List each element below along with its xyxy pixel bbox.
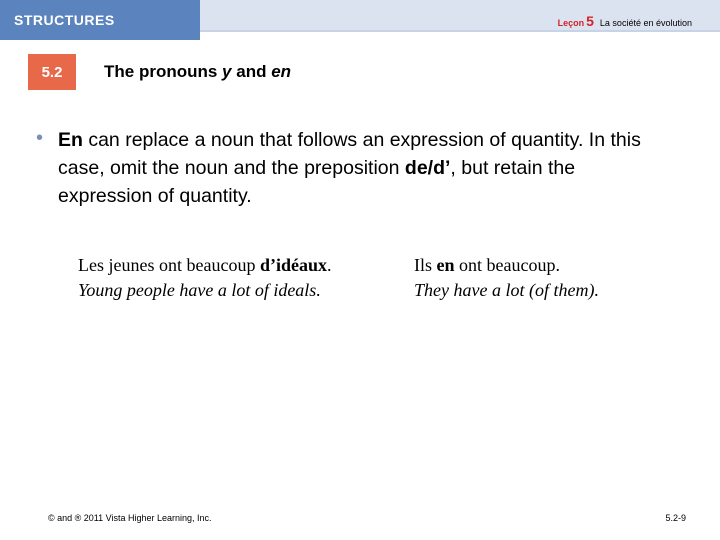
section-number-badge: 5.2 [28, 54, 76, 90]
example-left-fr-before: Les jeunes ont beaucoup [78, 255, 260, 275]
bullet-text-part: can replace a noun that follows an expression of quantity. In this case, omit the noun and the preposition [58, 129, 641, 179]
bullet-keyword-en: En [58, 129, 83, 151]
lesson-word: Leçon [557, 18, 585, 28]
section-title-en: en [271, 62, 292, 81]
chapter-title: STRUCTURES [14, 12, 115, 28]
bullet-keyword-de: de/d’ [404, 157, 451, 179]
example-left [78, 253, 398, 303]
bullet-dot-icon: • [36, 127, 44, 149]
example-right-fr-before: Ils [414, 255, 437, 275]
bullet-text [58, 126, 668, 210]
example-right-fr-after: ont beaucoup. [454, 255, 560, 275]
copyright-text: © and ® 2011 Vista Higher Learning, Inc. [48, 513, 212, 523]
example-left-french [78, 253, 398, 278]
lesson-bar [200, 0, 720, 32]
section-title-prefix: The pronouns [104, 62, 223, 81]
lesson-title: La société en évolution [599, 18, 692, 28]
example-left-english: Young people have a lot of ideals. [78, 280, 321, 300]
example-right [414, 253, 714, 303]
example-right-french [414, 253, 714, 278]
page-number: 5.2-9 [665, 513, 686, 523]
header-bar [0, 0, 200, 40]
example-right-fr-bold: en [436, 255, 455, 275]
section-title-and: and [231, 62, 272, 81]
example-left-fr-after: . [326, 255, 332, 275]
example-right-english: They have a lot (of them). [414, 280, 599, 300]
section-title-y: y [222, 62, 232, 81]
bullet-text-end: , but retain the expression of quantity. [58, 157, 576, 207]
example-left-fr-bold: d’idéaux [259, 255, 327, 275]
lesson-label [558, 13, 692, 27]
lesson-number: 5 [586, 13, 594, 29]
section-title [104, 62, 291, 82]
